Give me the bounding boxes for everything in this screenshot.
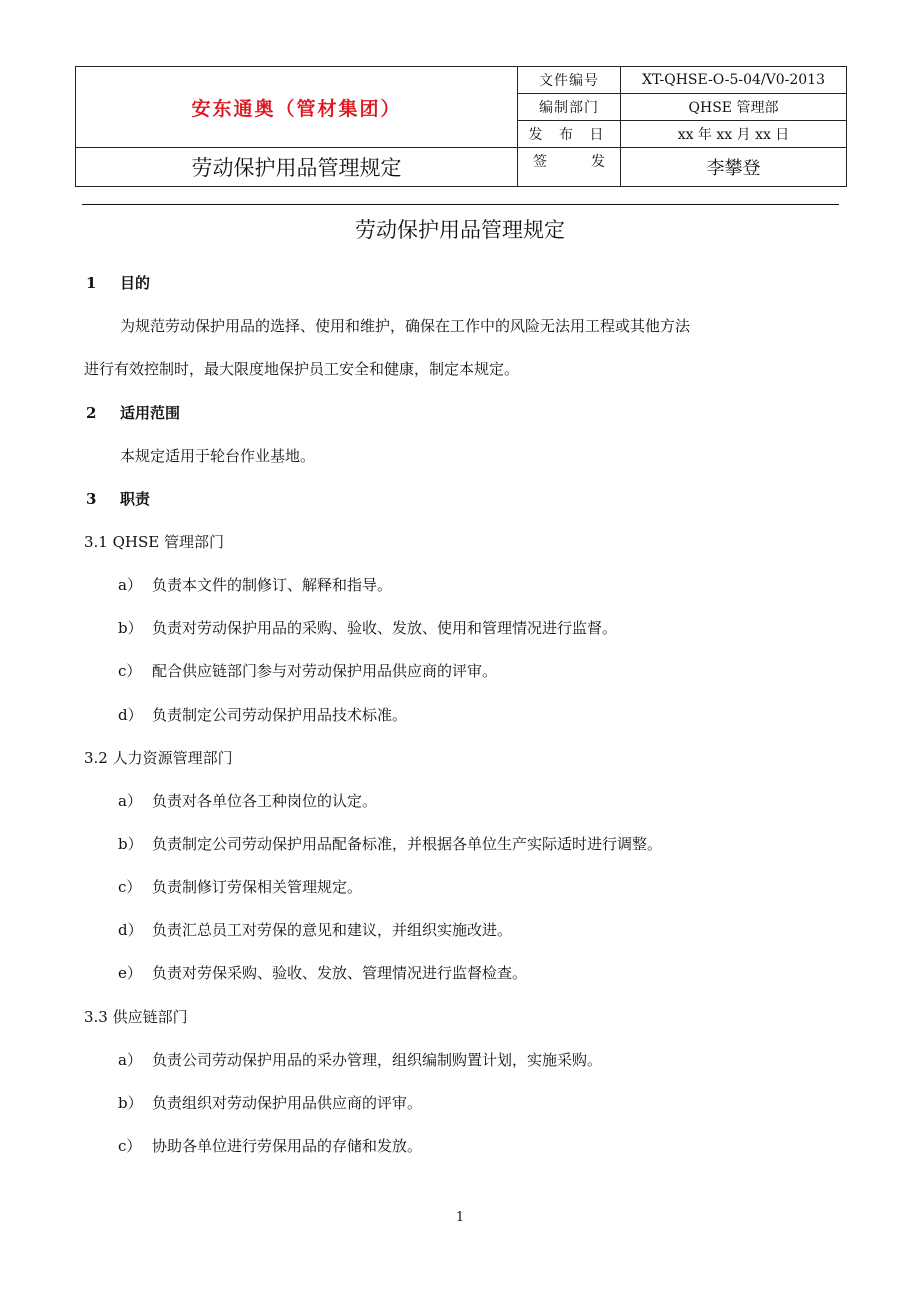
header-doc-title: 劳动保护用品管理规定 <box>76 148 518 187</box>
list-item <box>118 833 662 854</box>
signer-label <box>518 148 621 187</box>
list-item-text: 负责对各单位各工种岗位的认定。 <box>152 792 378 810</box>
list-item <box>118 962 527 983</box>
subsection-3-1-heading: 3.1 QHSE 管理部门 <box>84 533 224 551</box>
page-number: 1 <box>455 1210 465 1225</box>
page-title: 劳动保护用品管理规定 <box>355 218 565 242</box>
company-name: 安东通奥（管材集团） <box>76 67 518 148</box>
list-item-marker: e） <box>118 964 142 982</box>
list-item-marker: b） <box>118 619 143 637</box>
subsection-3-2-heading: 3.2 人力资源管理部门 <box>84 749 233 767</box>
section-2-number: 2 <box>86 404 97 422</box>
list-item <box>118 919 512 940</box>
list-item-text: 负责对劳保采购、验收、发放、管理情况进行监督检查。 <box>152 964 528 982</box>
list-item-text: 负责组织对劳动保护用品供应商的评审。 <box>152 1094 423 1112</box>
list-item-text: 负责汇总员工对劳保的意见和建议，并组织实施改进。 <box>152 921 513 939</box>
list-item-marker: a） <box>118 1051 142 1069</box>
list-item-marker: d） <box>118 921 143 939</box>
list-item-marker: a） <box>118 792 142 810</box>
section-2-title: 适用范围 <box>120 404 181 422</box>
section-1-paragraph-line-1: 为规范劳动保护用品的选择、使用和维护，确保在工作中的风险无法用工程或其他方法 <box>120 317 691 335</box>
section-1-number: 1 <box>86 274 97 292</box>
subsection-3-3-heading: 3.3 供应链部门 <box>84 1008 188 1026</box>
section-1-heading <box>86 272 150 293</box>
doc-number-label: 文件编号 <box>518 67 621 94</box>
list-item <box>118 790 377 811</box>
list-item <box>118 1049 602 1070</box>
list-item <box>118 1092 422 1113</box>
section-3-title: 职责 <box>120 490 151 508</box>
list-item <box>118 660 497 681</box>
section-2-heading <box>86 402 180 423</box>
list-item-text: 负责制定公司劳动保护用品技术标准。 <box>152 706 408 724</box>
issue-date-label: 发 布 日 <box>518 121 621 148</box>
list-item-marker: d） <box>118 706 143 724</box>
section-3-number: 3 <box>86 490 97 508</box>
department-label: 编制部门 <box>518 94 621 121</box>
list-item-text: 负责本文件的制修订、解释和指导。 <box>152 576 393 594</box>
list-item-text: 负责制修订劳保相关管理规定。 <box>152 878 363 896</box>
section-3-heading <box>86 488 150 509</box>
list-item-text: 配合供应链部门参与对劳动保护用品供应商的评审。 <box>152 662 498 680</box>
doc-number-value: XT-QHSE-O-5-04/V0-2013 <box>621 67 847 94</box>
list-item <box>118 1135 422 1156</box>
signer-label-char-2: 发 <box>591 154 605 170</box>
list-item-marker: a） <box>118 576 142 594</box>
list-item-marker: c） <box>118 1137 142 1155</box>
section-2-paragraph: 本规定适用于轮台作业基地。 <box>120 447 316 465</box>
issue-date-value: xx 年 xx 月 xx 日 <box>621 121 847 148</box>
list-item-marker: b） <box>118 835 143 853</box>
list-item-text: 负责制定公司劳动保护用品配备标准，并根据各单位生产实际适时进行调整。 <box>152 835 663 853</box>
header-divider <box>82 204 839 205</box>
list-item <box>118 617 617 638</box>
list-item-text: 负责公司劳动保护用品的采办管理，组织编制购置计划，实施采购。 <box>152 1051 603 1069</box>
signer-label-char-1: 签 <box>533 154 547 170</box>
list-item-marker: c） <box>118 878 142 896</box>
list-item <box>118 574 392 595</box>
list-item-text: 负责对劳动保护用品的采购、验收、发放、使用和管理情况进行监督。 <box>152 619 618 637</box>
section-1-paragraph-line-2: 进行有效控制时，最大限度地保护员工安全和健康，制定本规定。 <box>84 360 520 378</box>
list-item-text: 协助各单位进行劳保用品的存储和发放。 <box>152 1137 423 1155</box>
list-item <box>118 704 407 725</box>
list-item <box>118 876 362 897</box>
department-value: QHSE 管理部 <box>621 94 847 121</box>
signer-value: 李攀登 <box>621 148 847 187</box>
section-1-title: 目的 <box>120 274 151 292</box>
list-item-marker: b） <box>118 1094 143 1112</box>
document-header-table <box>75 66 847 187</box>
list-item-marker: c） <box>118 662 142 680</box>
